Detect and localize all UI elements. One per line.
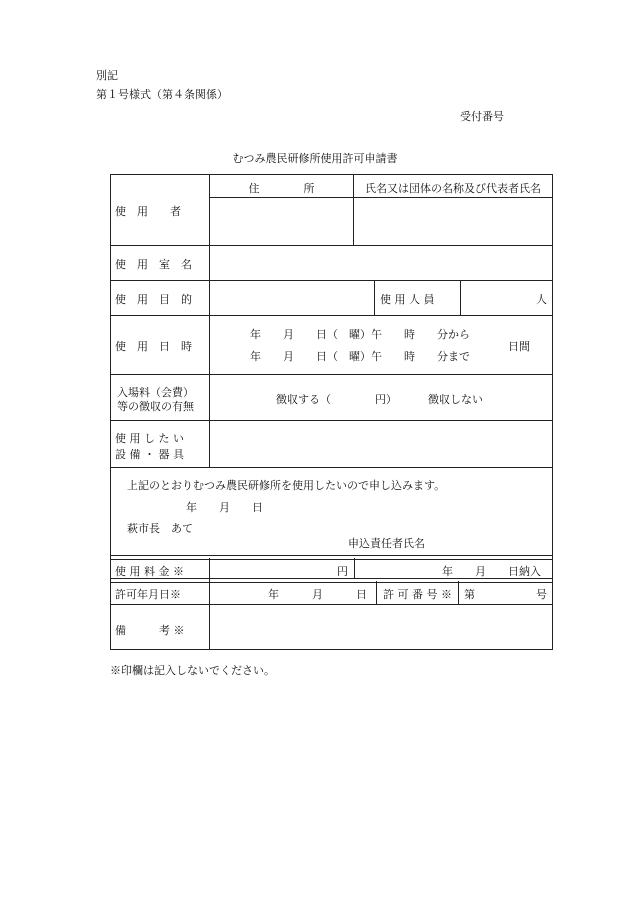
- fee-label-line1: 入場料（会費）: [117, 386, 194, 399]
- remarks-field[interactable]: [212, 607, 550, 647]
- permit-date-label: 許可年月日※: [115, 588, 181, 601]
- room-label: 使 用 室 名: [115, 258, 192, 271]
- permit-number-label: 許 可 番 号 ※: [383, 588, 452, 601]
- document-title: むつみ農民研修所使用許可申請書: [232, 152, 398, 165]
- people-label: 使 用 人 員: [380, 293, 435, 306]
- applicant-name-label: 申込責任者氏名: [348, 537, 425, 550]
- address-header: 住 所: [248, 182, 315, 195]
- name-field[interactable]: [356, 200, 550, 244]
- datetime-label: 使 用 日 時: [115, 340, 192, 353]
- permit-number-dai: 第: [464, 588, 475, 601]
- address-field[interactable]: [212, 200, 352, 244]
- remarks-label: 備 考 ※: [115, 624, 185, 637]
- fee-label-line2: 等の徴収の有無: [117, 400, 194, 413]
- name-header: 氏名又は団体の名称及び代表者氏名: [365, 182, 541, 195]
- equipment-field[interactable]: [212, 423, 550, 465]
- permit-number-go: 号: [536, 588, 547, 601]
- purpose-field[interactable]: [212, 283, 372, 313]
- application-statement: 上記のとおりむつみ農民研修所を使用したいので申し込みます。: [127, 479, 446, 492]
- equipment-label-line2: 設 備 ・ 器 具: [115, 448, 184, 461]
- footnote: ※印欄は記入しないでください。: [110, 664, 275, 677]
- fee-collect-option[interactable]: 徴収する（ 円）: [276, 393, 397, 406]
- fee-no-collect-option[interactable]: 徴収しない: [428, 393, 483, 406]
- purpose-label: 使 用 目 的: [115, 293, 192, 306]
- permit-date-value: 年 月 日: [268, 588, 367, 601]
- room-field[interactable]: [212, 248, 550, 278]
- application-date: 年 月 日: [186, 501, 263, 514]
- receipt-number-label: 受付番号: [460, 110, 504, 123]
- datetime-to: 年 月 日（ 曜）午 時 分まで: [250, 350, 470, 363]
- user-label: 使 用 者: [115, 205, 181, 218]
- equipment-label-line1: 使 用 し た い: [115, 432, 184, 445]
- datetime-from: 年 月 日（ 曜）午 時 分から: [250, 328, 470, 341]
- people-unit: 人: [536, 293, 547, 306]
- paid-date: 年 月 日納入: [442, 565, 541, 578]
- charge-label: 使 用 料 金 ※: [115, 565, 184, 578]
- yen-unit: 円: [337, 565, 348, 578]
- addressee: 萩市長 あて: [127, 522, 193, 535]
- form-number: 第１号様式（第４条関係）: [96, 88, 228, 101]
- bekki-label: 別記: [96, 69, 118, 82]
- days-unit: 日間: [508, 340, 530, 353]
